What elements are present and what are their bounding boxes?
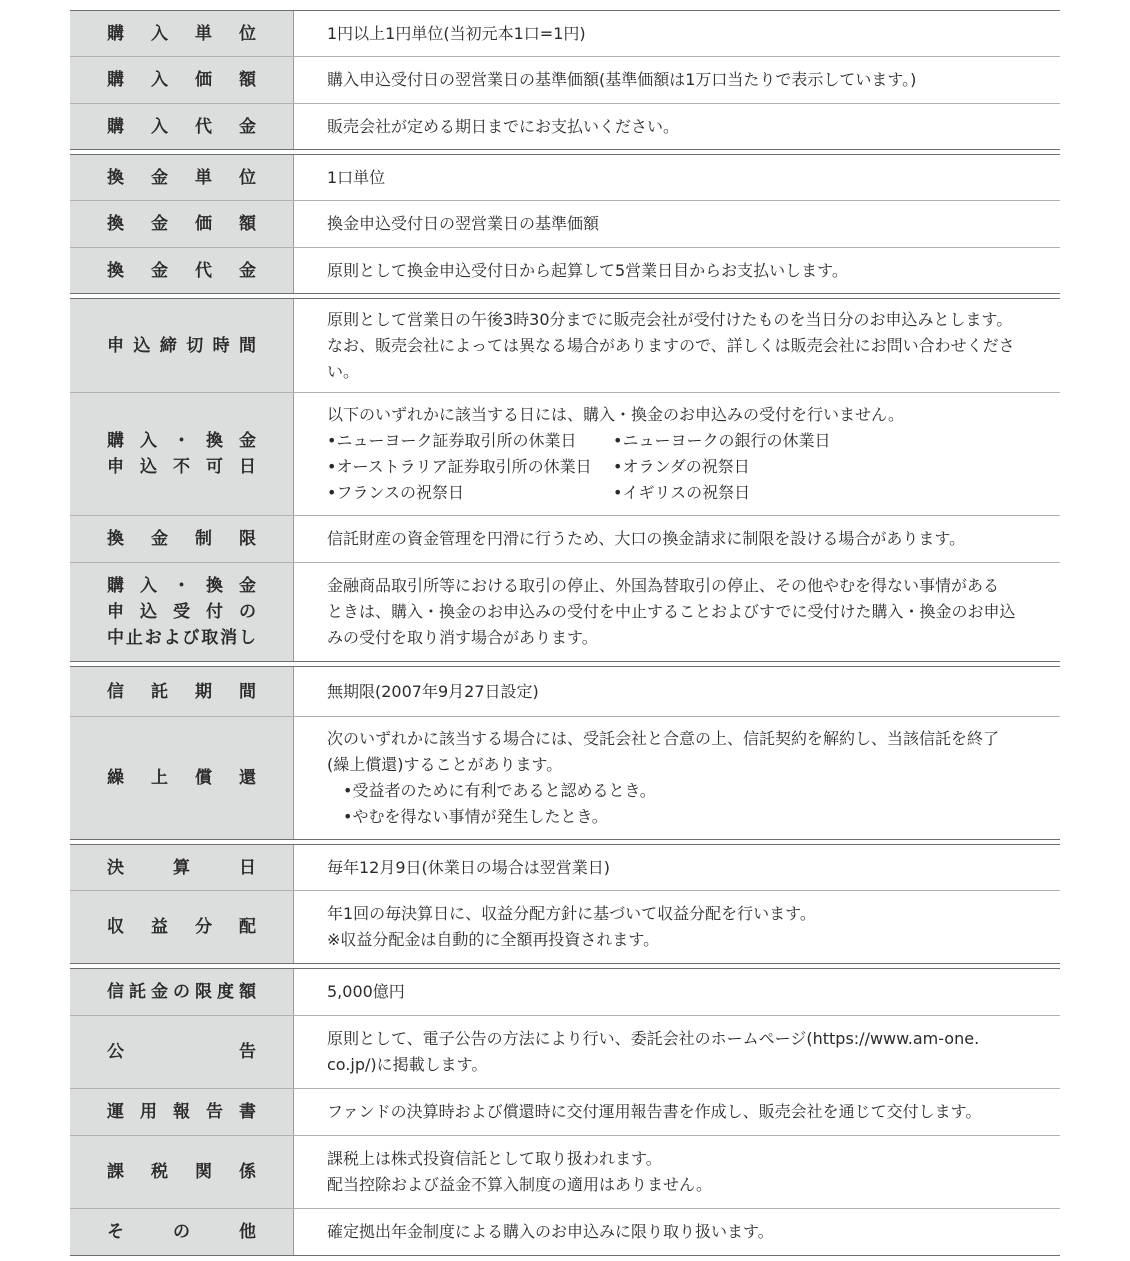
- application-group: [70, 298, 1060, 662]
- row-value: 年1回の毎決算日に、収益分配方針に基づいて収益分配を行います。 ※収益分配金は自動的に全額再投資されます。: [327, 904, 816, 949]
- table-row: [70, 248, 1060, 293]
- row-value: 金融商品取引所等における取引の停止、外国為替取引の停止、その他やむを得ない事情がある ときは、購入・換金のお申込みの受付を中止することおよびすでに受付けた購入・換金のお申込 みの受付を取り消す場合があります。: [327, 576, 1016, 647]
- purchase-group: [70, 10, 1060, 150]
- row-label: 信託期間: [70, 667, 294, 716]
- row-value: 無期限(2007年9月27日設定): [327, 681, 539, 701]
- row-value: 毎年12月9日(休業日の場合は翌営業日): [327, 857, 611, 877]
- redemption-group: [70, 154, 1060, 294]
- row-label: 購入・換金 申込不可日: [70, 393, 294, 515]
- row-label: 申込締切時間: [70, 299, 294, 392]
- row-label: 課税関係: [70, 1136, 294, 1208]
- row-label: 信託金の限度額: [70, 969, 294, 1015]
- row-value: 信託財産の資金管理を円滑に行うため、大口の換金請求に制限を設ける場合があります。: [327, 529, 966, 548]
- row-label: 購入・換金 申込受付の 中止および取消し: [70, 563, 294, 661]
- table-row: [70, 104, 1060, 149]
- row-label: 収益分配: [70, 891, 294, 963]
- row-value: 原則として換金申込受付日から起算して5営業日目からお支払いします。: [327, 260, 848, 280]
- table-row: [70, 717, 1060, 839]
- table-row: [70, 891, 1060, 963]
- table-row: [70, 1089, 1060, 1136]
- row-value: 確定拠出年金制度による購入のお申込みに限り取り扱います。: [327, 1222, 774, 1241]
- holiday-list-row: •フランスの祝祭日 •イギリスの祝祭日: [327, 483, 751, 502]
- table-row: [70, 299, 1060, 393]
- row-value: 課税上は株式投資信託として取り扱われます。 配当控除および益金不算入制度の適用はありません。: [327, 1149, 712, 1194]
- row-label: 決算日: [70, 845, 294, 890]
- other-terms-group: [70, 968, 1060, 1256]
- row-value: 1円以上1円単位(当初元本1口=1円): [327, 23, 586, 43]
- row-value: 以下のいずれかに該当する日には、購入・換金のお申込みの受付を行いません。 •ニューヨーク証券取引所の休業日 •ニューヨークの銀行の休業日 •オーストラリア証券取引所の休業日 •オランダの祝祭日 •フランスの祝祭日 •イギリスの祝祭日: [294, 393, 1060, 515]
- table-row: [70, 667, 1060, 717]
- row-label: 換金単位: [70, 155, 294, 200]
- holiday-list-row: •オーストラリア証券取引所の休業日 •オランダの祝祭日: [327, 457, 750, 476]
- row-label: 繰上償還: [70, 717, 294, 839]
- settlement-group: [70, 844, 1060, 964]
- row-value: 販売会社が定める期日までにお支払いください。: [327, 116, 680, 136]
- fund-terms-table: [70, 10, 1060, 1256]
- row-label: 換金価額: [70, 201, 294, 247]
- row-value: 5,000億円: [327, 982, 405, 1001]
- row-value: 換金申込受付日の翌営業日の基準価額: [327, 214, 600, 233]
- table-row: [70, 393, 1060, 516]
- row-label: 購入代金: [70, 104, 294, 149]
- table-row: [70, 57, 1060, 104]
- row-label: 運用報告書: [70, 1089, 294, 1135]
- holiday-list-row: •ニューヨーク証券取引所の休業日 •ニューヨークの銀行の休業日: [327, 431, 831, 450]
- row-value: 次のいずれかに該当する場合には、受託会社と合意の上、信託契約を解約し、当該信託を終了 (繰上償還)することがあります。 •受益者のために有利であると認めるとき。 •やむを得ない事情が発生したとき。: [327, 729, 1000, 826]
- table-row: [70, 201, 1060, 248]
- table-row: [70, 1209, 1060, 1255]
- table-row: [70, 11, 1060, 57]
- table-row: [70, 845, 1060, 891]
- row-label: 公告: [70, 1016, 294, 1088]
- table-row: [70, 563, 1060, 661]
- table-row: [70, 969, 1060, 1016]
- trust-period-group: [70, 666, 1060, 840]
- row-value: 1口単位: [327, 167, 386, 187]
- row-value: 購入申込受付日の翌営業日の基準価額(基準価額は1万口当たりで表示しています。): [327, 70, 917, 89]
- row-label: 換金制限: [70, 516, 294, 562]
- row-label: その他: [70, 1209, 294, 1255]
- row-label: 購入価額: [70, 57, 294, 103]
- row-value: ファンドの決算時および償還時に交付運用報告書を作成し、販売会社を通じて交付します。: [327, 1102, 982, 1121]
- table-row: [70, 1136, 1060, 1209]
- table-row: [70, 1016, 1060, 1089]
- row-value: 原則として、電子公告の方法により行い、委託会社のホームページ(https://www.am-one. co.jp/)に掲載します。: [327, 1029, 980, 1074]
- table-row: [70, 155, 1060, 201]
- table-row: [70, 516, 1060, 563]
- row-value: 原則として営業日の午後3時30分までに販売会社が受付けたものを当日分のお申込みとします。 なお、販売会社によっては異なる場合がありますので、詳しくは販売会社にお問い合わせくださ い。: [327, 309, 1015, 381]
- row-label: 換金代金: [70, 248, 294, 293]
- row-label: 購入単位: [70, 11, 294, 56]
